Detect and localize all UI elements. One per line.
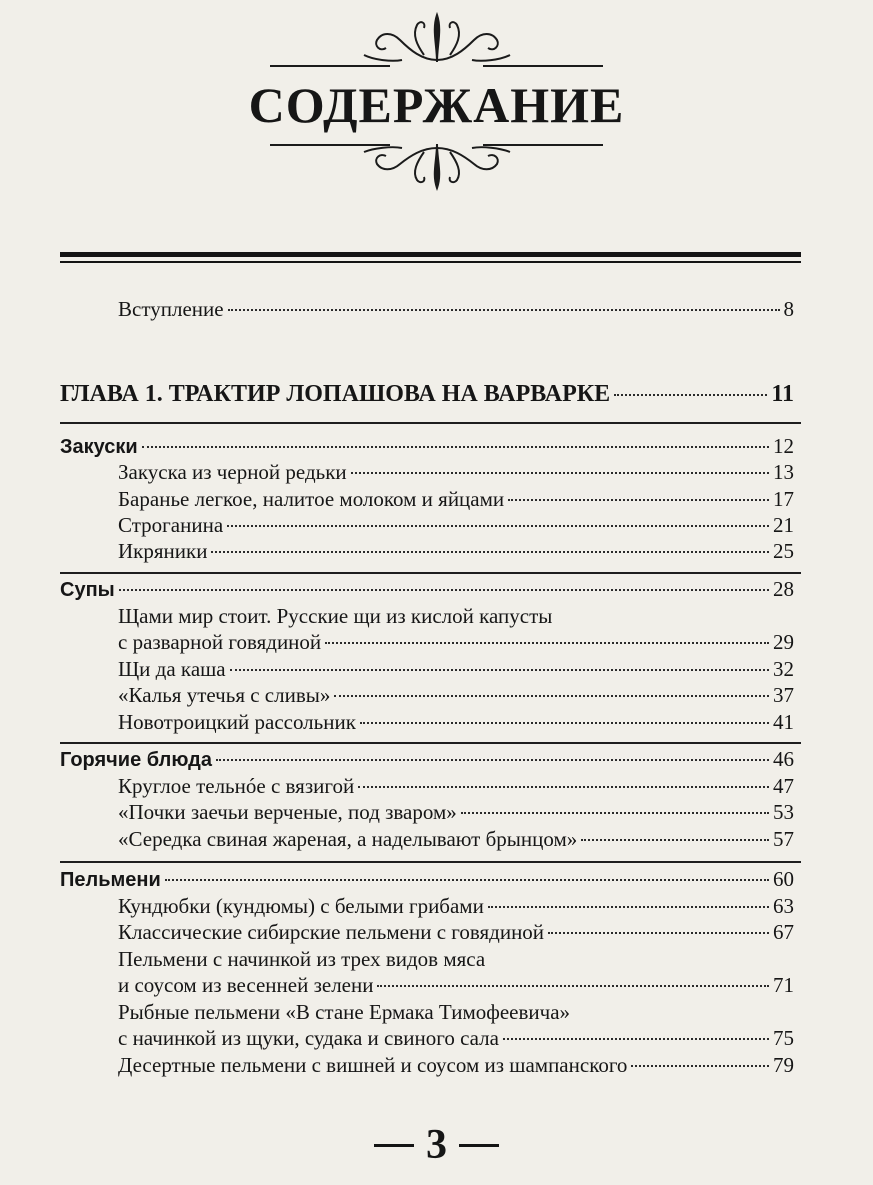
toc-entry-label: Баранье легкое, налитое молоком и яйцами xyxy=(118,487,505,511)
dot-leader xyxy=(228,308,780,311)
toc-entry[interactable] xyxy=(118,459,794,485)
chapter-label: ГЛАВА 1. ТРАКТИР ЛОПАШОВА НА ВАРВАРКЕ xyxy=(60,381,611,407)
top-ornament xyxy=(0,10,873,68)
dot-leader xyxy=(360,721,769,724)
toc-page-number: 32 xyxy=(773,657,794,681)
section-divider xyxy=(60,742,801,744)
dot-leader xyxy=(165,878,769,881)
toc-entry[interactable] xyxy=(118,972,794,998)
toc-entry-label: Круглое тельнóе с вязигой xyxy=(118,774,355,798)
dot-leader xyxy=(548,931,769,934)
toc-page-number: 60 xyxy=(773,867,794,891)
flourish-icon xyxy=(362,10,512,68)
toc-entry-label: «Почки заечьи верченые, под зваром» xyxy=(118,800,457,824)
toc-entry[interactable] xyxy=(118,512,794,538)
dot-leader xyxy=(119,588,769,591)
dot-leader xyxy=(614,393,767,396)
toc-entry[interactable] xyxy=(118,919,794,945)
toc-chapter-1[interactable] xyxy=(60,381,794,407)
toc-page-number: 47 xyxy=(773,774,794,798)
section-divider xyxy=(60,572,801,574)
toc-entry[interactable] xyxy=(118,826,794,852)
dot-leader xyxy=(227,524,769,527)
toc-page-number: 57 xyxy=(773,827,794,851)
toc-page-number: 25 xyxy=(773,539,794,563)
toc-page-number: 41 xyxy=(773,710,794,734)
section-label: Горячие блюда xyxy=(60,749,212,771)
toc-page-number: 53 xyxy=(773,800,794,824)
toc-page-number: 21 xyxy=(773,513,794,537)
toc-entry-label: Кундюбки (кундюмы) с белыми грибами xyxy=(118,894,484,918)
dot-leader xyxy=(142,445,769,448)
toc-page-number: 67 xyxy=(773,920,794,944)
footer-dash-right xyxy=(459,1144,499,1147)
title-rule-left-top xyxy=(270,65,390,67)
page-number: 3 xyxy=(426,1122,447,1168)
dot-leader xyxy=(211,550,769,553)
dot-leader xyxy=(503,1037,769,1040)
section-label: Супы xyxy=(60,579,115,601)
page-title: СОДЕРЖАНИЕ xyxy=(248,77,625,133)
dot-leader xyxy=(230,668,769,671)
toc-entry[interactable] xyxy=(118,629,794,655)
toc-page-number: 37 xyxy=(773,683,794,707)
footer-dash-left xyxy=(374,1144,414,1147)
toc-page-number: 63 xyxy=(773,894,794,918)
toc-page-number: 79 xyxy=(773,1053,794,1077)
dot-leader xyxy=(508,498,769,501)
toc-entry[interactable] xyxy=(118,1052,794,1078)
flourish-icon xyxy=(362,142,512,192)
dot-leader xyxy=(325,641,769,644)
dot-leader xyxy=(334,694,769,697)
toc-page-number: 71 xyxy=(773,973,794,997)
toc-entry-label: Икряники xyxy=(118,539,208,563)
toc-entry-label: «Середка свиная жареная, а наделывают брынцом» xyxy=(118,827,578,851)
toc-entry-label: Классические сибирские пельмени с говядиной xyxy=(118,920,545,944)
toc-page-number: 29 xyxy=(773,630,794,654)
toc-entry-intro[interactable] xyxy=(118,296,794,322)
toc-page-number: 28 xyxy=(773,577,794,601)
toc-entry-label: и соусом из весенней зелени xyxy=(118,973,374,997)
toc-entry[interactable] xyxy=(118,799,794,825)
toc-entry[interactable] xyxy=(118,486,794,512)
toc-entry-label: с разварной говядиной xyxy=(118,630,322,654)
toc-entry-line[interactable]: Щами мир стоит. Русские щи из кислой капусты xyxy=(118,604,553,628)
dot-leader xyxy=(358,785,769,788)
page-number-footer xyxy=(0,1122,873,1168)
toc-entry-label: Новотроицкий рассольник xyxy=(118,710,356,734)
toc-entry[interactable] xyxy=(118,656,794,682)
toc-entry[interactable] xyxy=(118,538,794,564)
toc-section-goryachie[interactable] xyxy=(60,746,794,773)
dot-leader xyxy=(216,758,769,761)
toc-page-number: 13 xyxy=(773,460,794,484)
toc-entry-label: Строганина xyxy=(118,513,224,537)
toc-page-number: 75 xyxy=(773,1026,794,1050)
toc-entry-label: «Калья утечья с сливы» xyxy=(118,683,331,707)
toc-section-zakuski[interactable] xyxy=(60,433,794,460)
toc-entry-label: Закуска из черной редьки xyxy=(118,460,347,484)
toc-entry[interactable] xyxy=(118,773,794,799)
section-label: Пельмени xyxy=(60,869,161,891)
bottom-ornament xyxy=(0,142,873,192)
toc-page-number: 12 xyxy=(773,434,794,458)
toc-entry-line[interactable]: Пельмени с начинкой из трех видов мяса xyxy=(118,947,486,971)
dot-leader xyxy=(351,471,769,474)
top-divider xyxy=(60,252,801,257)
toc-entry[interactable] xyxy=(118,893,794,919)
title-rule-right-top xyxy=(483,65,603,67)
dot-leader xyxy=(461,811,769,814)
toc-section-pelmeni[interactable] xyxy=(60,866,794,893)
toc-entry[interactable] xyxy=(118,682,794,708)
toc-entry-line[interactable]: Рыбные пельмени «В стане Ермака Тимофеевича» xyxy=(118,1000,571,1024)
toc-entry[interactable] xyxy=(118,709,794,735)
toc-entry[interactable] xyxy=(118,1025,794,1051)
top-divider-thin xyxy=(60,261,801,263)
toc-page-number: 8 xyxy=(783,297,794,321)
dot-leader xyxy=(631,1064,769,1067)
toc-entry-label: Десертные пельмени с вишней и соусом из шампанского xyxy=(118,1053,628,1077)
toc-entry-label: Щи да каша xyxy=(118,657,226,681)
section-divider xyxy=(60,422,801,424)
toc-section-supy[interactable] xyxy=(60,576,794,603)
toc-entry-label: Вступление xyxy=(118,297,224,321)
section-label: Закуски xyxy=(60,436,138,458)
section-divider xyxy=(60,861,801,863)
toc-page-number: 11 xyxy=(771,381,794,407)
dot-leader xyxy=(581,838,769,841)
toc-entry-label: с начинкой из щуки, судака и свиного сала xyxy=(118,1026,499,1050)
dot-leader xyxy=(377,984,769,987)
dot-leader xyxy=(488,905,769,908)
toc-page-number: 46 xyxy=(773,747,794,771)
toc-page-number: 17 xyxy=(773,487,794,511)
